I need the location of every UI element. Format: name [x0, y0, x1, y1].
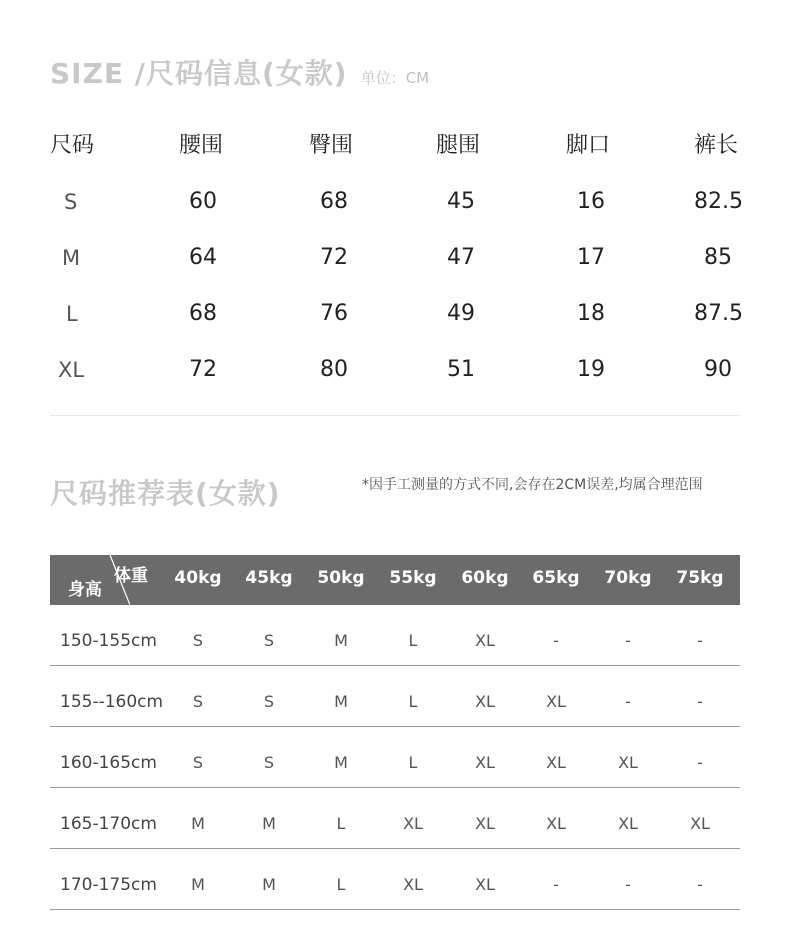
recommend-row — [50, 727, 740, 788]
waist-value: 60 — [189, 189, 217, 214]
recommend-row — [50, 605, 740, 666]
recommended-size: XL — [546, 692, 566, 711]
weight-header: 45kg — [245, 568, 293, 588]
size-label: S — [64, 190, 78, 214]
size-info-title-block — [50, 52, 429, 92]
header-leg-opening: 脚口 — [566, 133, 611, 158]
recommended-size: - — [625, 875, 631, 894]
recommended-size: L — [408, 631, 418, 650]
recommended-size: XL — [475, 875, 495, 894]
recommended-size: - — [697, 753, 703, 772]
corner-height-label: 身高 — [68, 580, 102, 600]
unit-label: 单位：CM — [360, 69, 430, 87]
recommended-size: S — [263, 631, 275, 650]
recommended-size: XL — [403, 875, 423, 894]
recommended-size: M — [262, 875, 276, 894]
thigh-value: 51 — [447, 357, 475, 382]
size-label: L — [66, 302, 78, 326]
header-thigh: 腿围 — [436, 133, 481, 158]
weight-header: 50kg — [317, 568, 365, 588]
recommend-row — [50, 788, 740, 849]
recommended-size: - — [697, 631, 703, 650]
weight-header: 55kg — [389, 568, 437, 588]
hip-value: 80 — [320, 357, 348, 382]
corner-weight-label: 体重 — [114, 566, 148, 586]
recommended-size: L — [336, 814, 346, 833]
size-table-header — [50, 128, 740, 184]
recommended-size: S — [192, 753, 204, 772]
recommended-size: - — [625, 631, 631, 650]
size-recommend-table — [50, 555, 740, 910]
recommended-size: - — [553, 631, 559, 650]
weight-header: 70kg — [604, 568, 652, 588]
size-row-l — [50, 296, 743, 352]
recommended-size: - — [697, 692, 703, 711]
recommended-size: XL — [475, 631, 495, 650]
size-label: XL — [58, 358, 85, 382]
height-range: 150-155cm — [60, 631, 157, 651]
leg-opening-value: 17 — [577, 245, 605, 270]
thigh-value: 47 — [447, 245, 475, 270]
recommended-size: XL — [403, 814, 423, 833]
length-value: 87.5 — [694, 301, 743, 326]
size-row-xl — [50, 352, 740, 408]
size-row-s — [50, 184, 743, 240]
thigh-value: 45 — [447, 189, 475, 214]
recommended-size: M — [262, 814, 276, 833]
recommended-size: - — [697, 875, 703, 894]
recommended-size: M — [191, 814, 205, 833]
size-row-m — [50, 240, 740, 296]
recommended-size: L — [408, 692, 418, 711]
size-label: M — [62, 246, 81, 270]
recommended-size: M — [334, 753, 348, 772]
weight-header: 75kg — [676, 568, 724, 588]
recommend-title: 尺码推荐表(女款) — [50, 477, 281, 510]
recommended-size: L — [408, 753, 418, 772]
recommended-size: XL — [475, 814, 495, 833]
header-length: 裤长 — [694, 133, 739, 158]
weight-header: 65kg — [532, 568, 580, 588]
length-value: 85 — [704, 245, 732, 270]
weight-header: 40kg — [174, 568, 222, 588]
hip-value: 68 — [320, 189, 348, 214]
hip-value: 76 — [320, 301, 348, 326]
recommend-header-bar — [50, 555, 740, 605]
waist-value: 64 — [189, 245, 217, 270]
length-value: 90 — [704, 357, 732, 382]
recommended-size: M — [334, 692, 348, 711]
recommended-size: XL — [618, 753, 638, 772]
leg-opening-value: 19 — [577, 357, 605, 382]
header-size: 尺码 — [50, 133, 95, 158]
recommended-size: XL — [618, 814, 638, 833]
recommended-size: L — [336, 875, 346, 894]
height-range: 155--160cm — [60, 692, 164, 712]
recommend-row — [50, 849, 740, 910]
length-value: 82.5 — [694, 189, 743, 214]
thigh-value: 49 — [447, 301, 475, 326]
header-hip: 臀围 — [309, 133, 354, 158]
recommended-size: - — [625, 692, 631, 711]
waist-value: 68 — [189, 301, 217, 326]
height-range: 165-170cm — [60, 814, 157, 834]
leg-opening-value: 16 — [577, 189, 605, 214]
recommended-size: XL — [690, 814, 710, 833]
leg-opening-value: 18 — [577, 301, 605, 326]
recommended-size: S — [192, 631, 204, 650]
size-info-table — [50, 128, 743, 408]
weight-header: 60kg — [461, 568, 509, 588]
recommended-size: - — [553, 875, 559, 894]
section-divider — [50, 415, 740, 416]
height-range: 160-165cm — [60, 753, 157, 773]
recommended-size: S — [263, 692, 275, 711]
height-range: 170-175cm — [60, 875, 157, 895]
recommended-size: XL — [546, 753, 566, 772]
recommend-row — [50, 666, 740, 727]
header-waist: 腰围 — [179, 133, 224, 158]
recommended-size: XL — [546, 814, 566, 833]
recommended-size: M — [334, 631, 348, 650]
measurement-note: *因手工测量的方式不同,会存在2CM误差,均属合理范围 — [362, 477, 703, 493]
recommended-size: S — [192, 692, 204, 711]
waist-value: 72 — [189, 357, 217, 382]
recommended-size: XL — [475, 692, 495, 711]
recommended-size: XL — [475, 753, 495, 772]
hip-value: 72 — [320, 245, 348, 270]
recommended-size: S — [263, 753, 275, 772]
size-info-title: SIZE /尺码信息(女款) — [50, 57, 348, 90]
recommended-size: M — [191, 875, 205, 894]
